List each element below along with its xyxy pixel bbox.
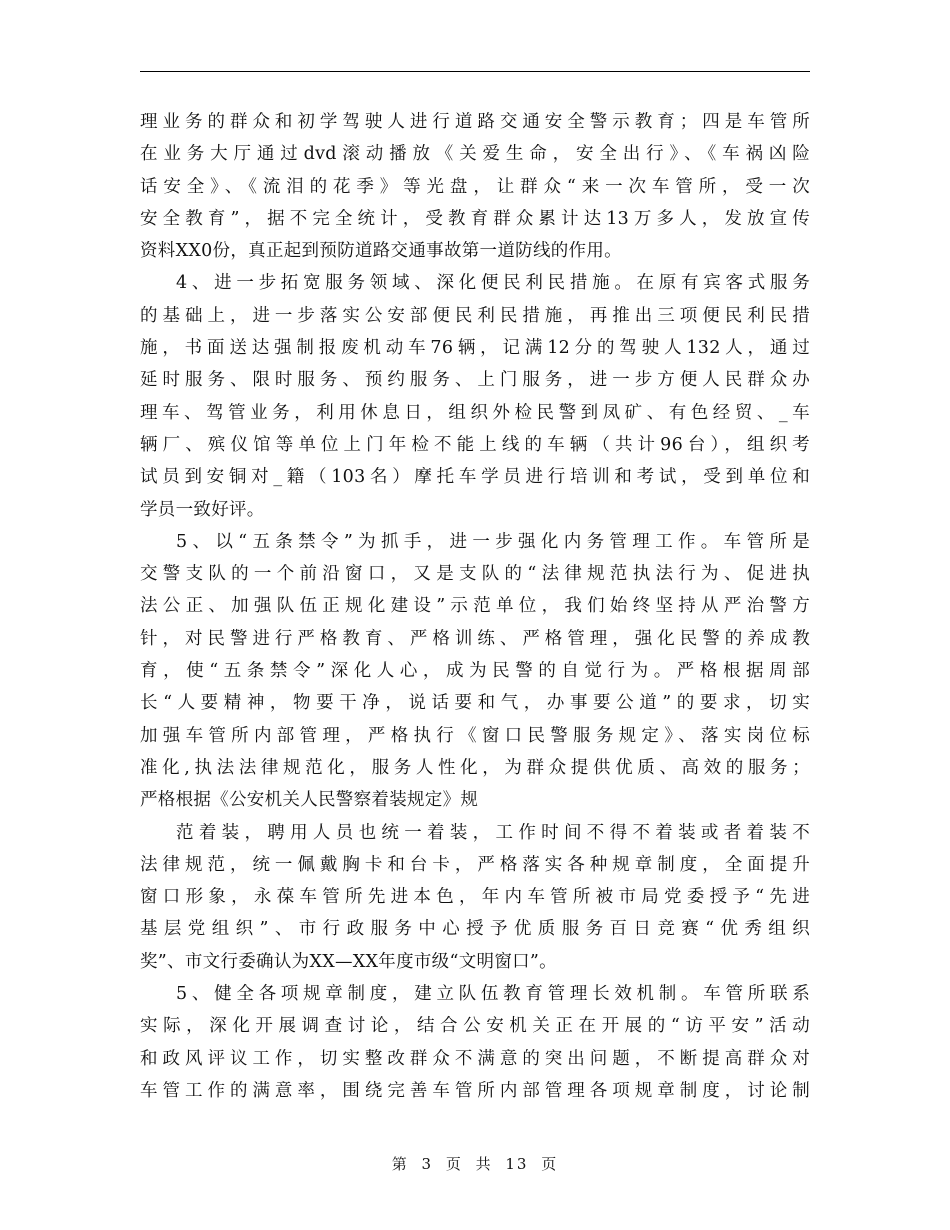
text-line: 试员到安铜对_籍（103名）摩托车学员进行培训和考试，受到单位和 — [140, 467, 810, 488]
text-line: 针，对民警进行严格教育、严格训练、严格管理，强化民警的养成教 — [140, 628, 810, 649]
text-line: 加强车管所内部管理，严格执行《窗口民警服务规定》、落实岗位标 — [140, 725, 810, 746]
text-line: 安全教育”，据不完全统计，受教育群众累计达13万多人，发放宣传 — [140, 208, 810, 229]
text-line: 辆厂、殡仪馆等单位上门年检不能上线的车辆（共计96台），组织考 — [140, 434, 810, 455]
text-line: 长“人要精神，物要干净，说话要和气，办事要公道”的要求，切实 — [140, 693, 810, 714]
text-line: 奖”、市文行委确认为XX—XX年度市级“文明窗口”。 — [140, 951, 557, 972]
text-line: 理业务的群众和初学驾驶人进行道路交通安全警示教育；四是车管所 — [140, 112, 810, 132]
text-line: 基层党组织”、市行政服务中心授予优质服务百日竞赛“优秀组织 — [140, 919, 810, 940]
page-footer: 第 3 页 共 13 页 — [391, 1155, 559, 1173]
text-line: 法律规范，统一佩戴胸卡和台卡，严格落实各种规章制度，全面提升 — [140, 854, 810, 875]
text-line: 在业务大厅通过dvd滚动播放《关爱生命，安全出行》、《车祸凶险 — [140, 144, 810, 165]
text-line: 学员一致好评。 — [140, 499, 265, 520]
body-text — [140, 106, 810, 1107]
text-line: 车管工作的满意率，围绕完善车管所内部管理各项规章制度，讨论制 — [140, 1080, 810, 1101]
text-line: 交警支队的一个前沿窗口，又是支队的“法律规范执法行为、促进执 — [140, 564, 810, 585]
text-line: 实际，深化开展调查讨论，结合公安机关正在开展的“访平安”活动 — [140, 1016, 810, 1037]
text-line: 准化,执法法律规范化，服务人性化，为群众提供优质、高效的服务； — [140, 757, 810, 778]
text-line: 理车、驾管业务，利用休息日，组织外检民警到凤矿、有色经贸、_车 — [140, 402, 810, 423]
text-line: 话安全》、《流泪的花季》等光盘，让群众“来一次车管所，受一次 — [140, 176, 810, 197]
text-line: 法公正、加强队伍正规化建设”示范单位，我们始终坚持从严治警方 — [140, 596, 810, 617]
text-line: 5、以“五条禁令”为抓手，进一步强化内务管理工作。车管所是 — [176, 531, 810, 552]
text-line: 的基础上，进一步落实公安部便民利民措施，再推出三项便民利民措 — [140, 305, 810, 326]
text-line: 窗口形象，永葆车管所先进本色，年内车管所被市局党委授予“先进 — [140, 887, 810, 908]
text-line: 育，使“五条禁令”深化人心，成为民警的自觉行为。严格根据周部 — [140, 661, 810, 682]
text-line: 施，书面送达强制报废机动车76辆，记满12分的驾驶人132人，通过 — [140, 338, 810, 359]
text-line: 资料XX0份，真正起到预防道路交通事故第一道防线的作用。 — [140, 241, 622, 262]
text-line: 延时服务、限时服务、预约服务、上门服务，进一步方便人民群众办 — [140, 370, 810, 391]
text-line: 范着装，聘用人员也统一着装，工作时间不得不着装或者着装不 — [176, 822, 810, 843]
text-line: 4、进一步拓宽服务领域、深化便民利民措施。在原有宾客式服务 — [176, 273, 810, 294]
text-line: 和政风评议工作，切实整改群众不满意的突出问题，不断提高群众对 — [140, 1048, 810, 1069]
text-line: 5、健全各项规章制度，建立队伍教育管理长效机制。车管所联系 — [176, 984, 810, 1005]
text-line: 严格根据《公安机关人民警察着装规定》规 — [140, 790, 479, 811]
header-rule — [140, 71, 810, 72]
